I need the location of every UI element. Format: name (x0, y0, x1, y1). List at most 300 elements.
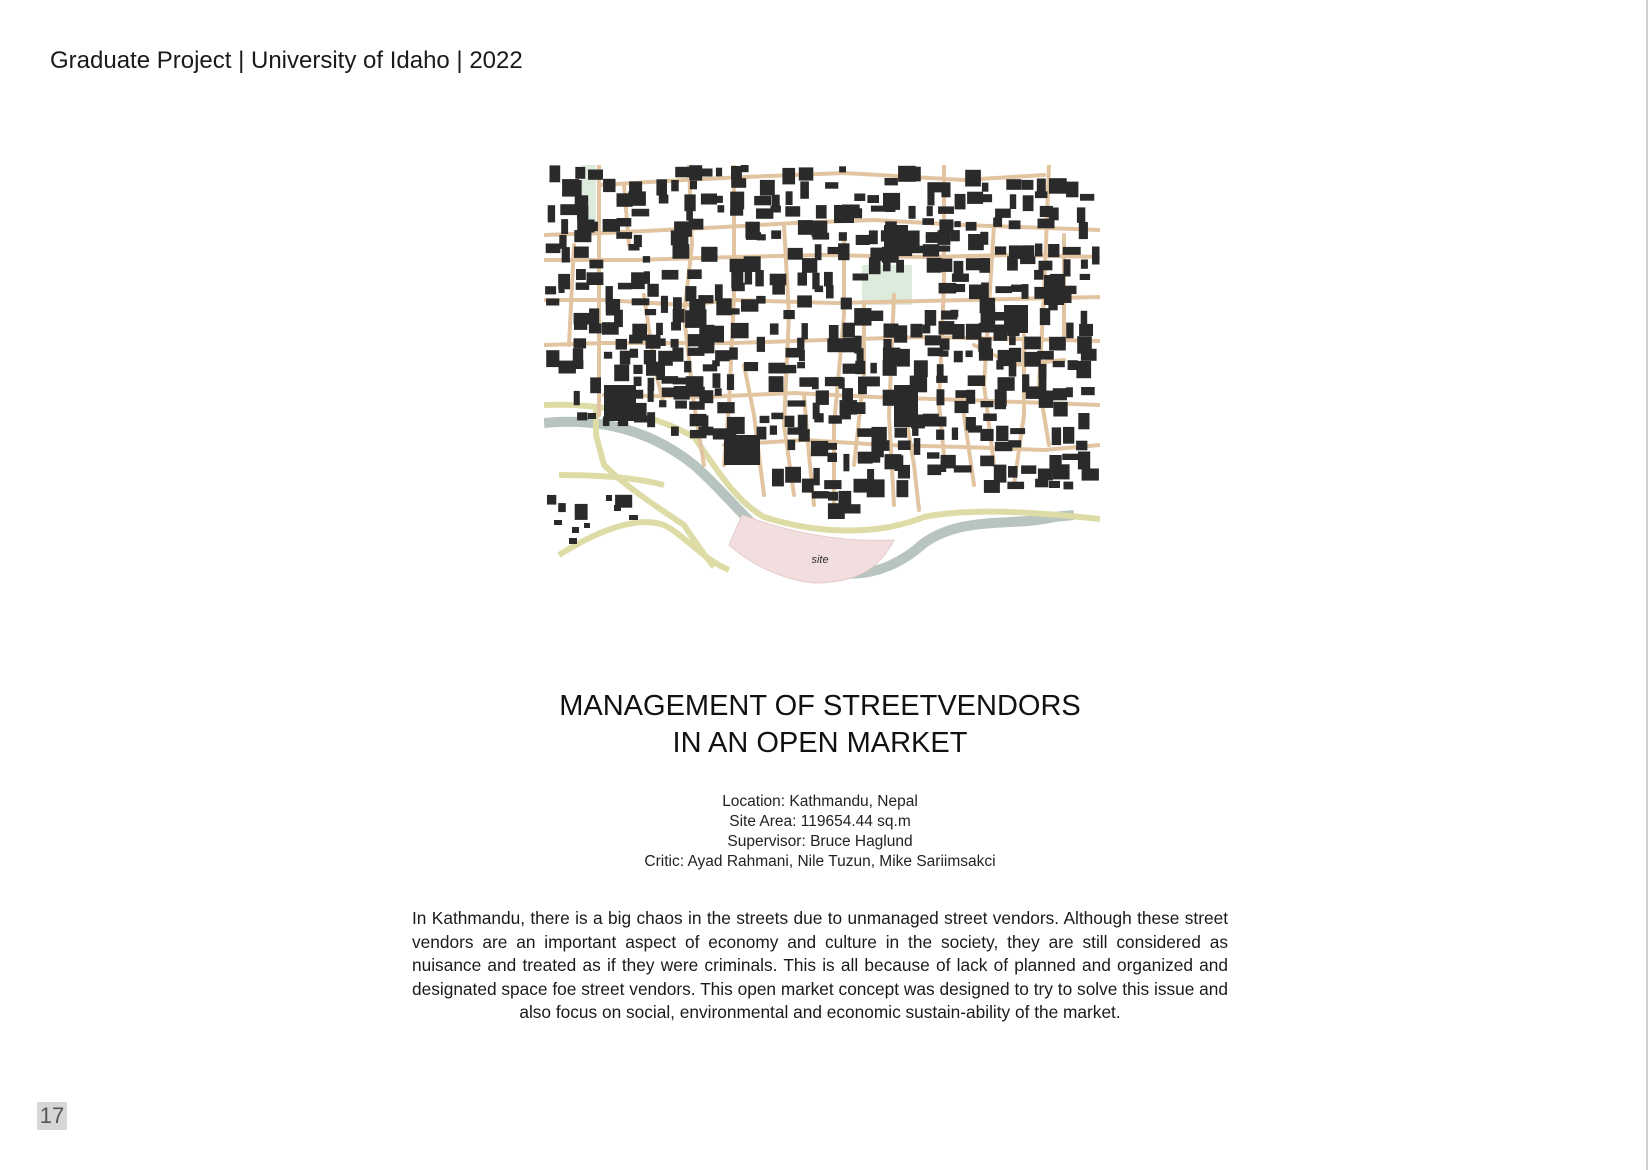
building (856, 235, 870, 245)
building (1009, 361, 1017, 377)
building (633, 365, 642, 374)
building (854, 479, 869, 493)
building (834, 205, 854, 223)
building (867, 469, 874, 480)
building (1063, 247, 1081, 255)
building (745, 270, 752, 285)
building (870, 363, 877, 374)
building (1049, 481, 1060, 488)
building (858, 377, 867, 395)
building (979, 349, 993, 361)
building (604, 385, 636, 421)
building (925, 335, 941, 345)
building (786, 191, 793, 205)
building (546, 299, 559, 306)
building (628, 244, 639, 251)
location-text: Location: Kathmandu, Nepal (722, 793, 918, 810)
building (908, 231, 919, 248)
building (1037, 351, 1054, 360)
building (731, 166, 742, 179)
building (589, 323, 602, 333)
building (952, 324, 964, 339)
building (659, 400, 666, 407)
building (675, 401, 687, 409)
building (782, 168, 795, 185)
building (854, 194, 865, 202)
building (1053, 464, 1070, 479)
building (825, 443, 837, 450)
building (1010, 428, 1025, 434)
building (894, 385, 918, 427)
site-area-text: Site Area: 119654.44 sq.m (729, 813, 911, 830)
building (869, 230, 878, 244)
building (1049, 208, 1059, 221)
building (731, 323, 749, 338)
building (995, 209, 1011, 218)
building (1022, 284, 1029, 299)
building (978, 194, 992, 202)
building (1020, 256, 1035, 264)
building (923, 244, 939, 256)
building (828, 492, 838, 501)
building (545, 286, 556, 294)
building (673, 309, 685, 323)
building (812, 491, 829, 498)
building (756, 296, 765, 304)
building (1053, 361, 1065, 367)
building (1035, 479, 1048, 488)
building (1007, 256, 1018, 270)
building (634, 377, 642, 387)
building (788, 248, 803, 260)
page-edge (1646, 0, 1648, 1170)
building (927, 452, 939, 458)
building (937, 417, 947, 427)
building (797, 295, 812, 307)
building (939, 219, 953, 231)
building (574, 247, 589, 258)
building (569, 538, 577, 544)
building (699, 325, 714, 337)
building (911, 324, 923, 338)
building (843, 323, 855, 338)
project-header: Graduate Project | University of Idaho | 2022 (50, 47, 523, 74)
building (856, 402, 866, 414)
building (980, 429, 993, 441)
building (1053, 388, 1067, 400)
building (996, 286, 1012, 293)
building (603, 179, 615, 192)
building (955, 194, 966, 210)
building (894, 325, 907, 342)
building (698, 169, 712, 177)
building (584, 523, 590, 528)
project-details (0, 792, 1640, 872)
title-line: MANAGEMENT OF STREETVENDORS (559, 690, 1081, 722)
project-description: In Kathmandu, there is a big chaos in the streets due to unmanaged street vendors. Although these street vendors are an important aspect of economy and culture in the society, they are still considered as nuisance and treated as if they were criminals. This is all because of lack of planned and organized and designated space foe street vendors. This open market concept was designed to try to solve this issue and also focus on social, environmental and economic sustain-ability of the market. (412, 908, 1228, 1022)
building (727, 374, 734, 390)
building (575, 167, 585, 179)
building (1037, 179, 1046, 194)
building (1081, 311, 1088, 326)
supervisor-text: Supervisor: Bruce Haglund (727, 833, 913, 850)
building (1009, 348, 1021, 362)
building (981, 283, 989, 301)
building (1034, 270, 1043, 280)
building (1039, 391, 1054, 408)
building (572, 361, 583, 369)
building (1066, 182, 1078, 198)
building (802, 258, 817, 273)
building (1062, 454, 1080, 460)
building (662, 388, 674, 398)
building (576, 269, 586, 280)
building (690, 181, 697, 190)
building (799, 167, 814, 180)
building (1009, 220, 1021, 229)
building (715, 350, 730, 361)
building (996, 426, 1008, 442)
building (1076, 361, 1091, 378)
building (968, 375, 985, 386)
building (825, 182, 838, 189)
building (952, 274, 969, 282)
building (838, 243, 849, 260)
building (699, 309, 707, 327)
building (1009, 336, 1016, 345)
building (797, 362, 805, 368)
building (620, 351, 631, 365)
building (618, 283, 632, 290)
building (769, 376, 784, 392)
building (656, 323, 663, 335)
building (716, 168, 722, 177)
building (1079, 324, 1093, 336)
building (844, 504, 861, 513)
building (1065, 286, 1077, 294)
building (1008, 440, 1021, 447)
building (1022, 180, 1034, 190)
critic-text: Critic: Ayad Rahmani, Nile Tuzun, Mike Sariimsakci (644, 853, 996, 870)
building (996, 360, 1003, 369)
building (772, 283, 785, 294)
building (827, 453, 837, 462)
building (673, 244, 690, 259)
building (713, 196, 723, 203)
building (802, 323, 808, 339)
building (983, 414, 997, 422)
building (936, 376, 947, 383)
building (659, 195, 669, 204)
building (606, 495, 612, 501)
building (968, 425, 982, 432)
building (574, 230, 591, 242)
building (559, 235, 566, 249)
building (883, 360, 897, 376)
building (744, 362, 758, 371)
building (614, 505, 621, 511)
building (799, 429, 810, 442)
building (998, 377, 1015, 391)
building (1008, 466, 1018, 478)
building (853, 274, 869, 281)
site-map-figure (544, 165, 1100, 590)
building (587, 272, 604, 285)
building (1052, 427, 1061, 445)
building (671, 427, 679, 436)
building (629, 515, 638, 520)
building (614, 310, 623, 327)
building (867, 479, 885, 497)
building (938, 206, 954, 214)
building (897, 480, 909, 497)
building (760, 180, 775, 196)
building (812, 377, 819, 389)
building (1079, 222, 1088, 239)
building (729, 347, 738, 359)
building (884, 225, 908, 255)
building (788, 440, 796, 450)
page-number: 17 (37, 1102, 67, 1130)
building (754, 196, 771, 205)
building (950, 230, 960, 241)
building (1063, 427, 1074, 444)
building (1039, 374, 1047, 391)
building (562, 247, 570, 262)
building (813, 468, 819, 485)
building (1049, 337, 1066, 351)
building (715, 388, 722, 396)
building (954, 465, 972, 472)
building (589, 222, 598, 232)
building (741, 165, 749, 172)
building (867, 195, 879, 203)
building (1023, 195, 1034, 211)
building (980, 456, 994, 467)
building (730, 259, 744, 272)
building (550, 165, 561, 182)
building (1048, 244, 1059, 257)
building (826, 285, 834, 298)
building (630, 349, 638, 358)
building (841, 298, 852, 310)
building (712, 360, 720, 366)
building (1076, 441, 1087, 451)
building (966, 390, 975, 404)
building (671, 180, 679, 191)
building (954, 351, 963, 363)
building (885, 178, 898, 185)
building (940, 338, 950, 350)
building (713, 373, 721, 388)
building (937, 246, 950, 252)
building (760, 416, 770, 423)
building (898, 465, 910, 479)
building (574, 322, 587, 330)
building (1004, 305, 1028, 333)
building (910, 167, 921, 182)
building (1035, 244, 1042, 257)
building (1064, 259, 1071, 276)
building (995, 403, 1006, 410)
building (914, 438, 921, 455)
building (1024, 337, 1041, 350)
building (1081, 260, 1088, 269)
project-title (0, 688, 1640, 762)
building (812, 233, 829, 240)
building (643, 256, 650, 263)
building (718, 205, 725, 212)
building (980, 232, 988, 245)
building (724, 435, 760, 465)
building (941, 182, 950, 197)
building (843, 454, 849, 471)
building (982, 183, 989, 192)
building (782, 365, 796, 373)
building (1077, 207, 1085, 222)
building (827, 338, 844, 352)
building (558, 503, 566, 512)
street (784, 225, 794, 495)
building (574, 391, 580, 405)
building (646, 335, 661, 349)
building (855, 361, 865, 374)
building (590, 377, 601, 393)
building (815, 286, 824, 293)
building (730, 192, 744, 210)
building (940, 350, 949, 356)
building (548, 205, 555, 222)
building (798, 220, 813, 235)
building (951, 310, 959, 317)
building (936, 430, 944, 440)
building (814, 413, 823, 422)
building (881, 440, 890, 451)
building (912, 426, 918, 436)
building (554, 520, 562, 525)
building (785, 206, 800, 216)
building (716, 298, 731, 315)
building (770, 426, 777, 435)
building (798, 415, 808, 430)
building (1081, 349, 1097, 361)
building (577, 412, 587, 420)
building (966, 222, 977, 231)
building (713, 326, 724, 343)
building (547, 495, 556, 505)
building (1080, 274, 1090, 280)
building (939, 466, 946, 472)
building (701, 247, 717, 262)
building (771, 413, 783, 420)
building (815, 244, 822, 260)
building (927, 206, 933, 216)
building (616, 232, 632, 239)
building (645, 309, 656, 315)
building (981, 401, 994, 407)
building (647, 284, 658, 297)
building (1040, 308, 1050, 325)
building (866, 377, 880, 387)
building (546, 244, 561, 254)
building (588, 170, 603, 180)
building (656, 179, 667, 195)
building (927, 182, 941, 192)
building (684, 361, 691, 373)
street (834, 235, 844, 515)
building (577, 206, 588, 220)
building (824, 272, 833, 287)
building (896, 260, 904, 273)
building (629, 181, 642, 191)
building (772, 469, 784, 487)
building (1035, 191, 1048, 198)
building (783, 310, 794, 319)
building (672, 348, 683, 362)
building (644, 271, 650, 284)
site-map (544, 165, 1100, 590)
building (741, 299, 758, 311)
building (1021, 465, 1036, 474)
building (698, 295, 713, 303)
building (1080, 194, 1094, 201)
building (755, 270, 764, 286)
building (1044, 275, 1064, 305)
building (717, 402, 734, 413)
building (662, 270, 679, 280)
building (829, 415, 842, 423)
building (572, 527, 579, 533)
building (909, 206, 916, 219)
building (885, 205, 895, 212)
building (797, 338, 804, 351)
building (699, 427, 714, 436)
building (632, 209, 650, 217)
building (802, 479, 814, 493)
site-label: site (811, 554, 829, 566)
building (546, 350, 559, 367)
building (575, 504, 588, 520)
building (770, 323, 779, 334)
building (614, 365, 629, 382)
building (883, 256, 891, 271)
building (1066, 387, 1073, 397)
building (661, 296, 668, 313)
building (927, 191, 934, 205)
building (869, 455, 881, 463)
building (994, 465, 1007, 483)
building (699, 390, 713, 403)
building (914, 360, 928, 377)
building (840, 413, 851, 420)
building (839, 166, 846, 172)
building (897, 349, 910, 367)
building (1010, 194, 1016, 209)
building (629, 335, 643, 344)
building (647, 412, 655, 427)
building (698, 336, 714, 353)
building (575, 180, 582, 196)
building (732, 283, 745, 292)
building (1006, 179, 1021, 190)
building (616, 339, 627, 350)
building (966, 351, 973, 358)
building (687, 269, 701, 279)
building (798, 273, 808, 286)
building (979, 323, 995, 333)
building (939, 283, 957, 294)
building (788, 400, 806, 406)
